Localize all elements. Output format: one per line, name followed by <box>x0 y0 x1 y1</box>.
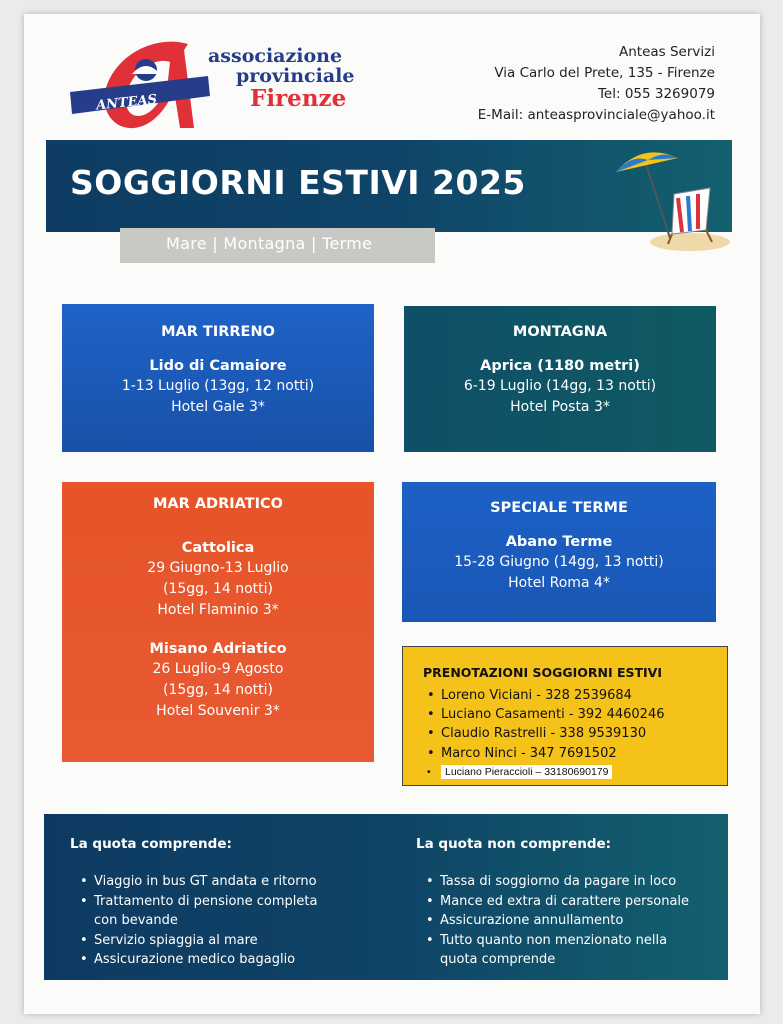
misano-nights: (15gg, 14 notti) <box>163 682 273 698</box>
cattolica-dates: 29 Giugno-13 Luglio <box>147 560 289 576</box>
list-item: • Luciano Casamenti - 392 4460246 <box>427 705 727 724</box>
quota-non-comprende-heading: La quota non comprende: <box>416 836 612 852</box>
logo-anteas-text: ANTEAS <box>95 92 158 114</box>
list-item: • Mance ed extra di carattere personale <box>426 892 728 912</box>
adriatico-heading: MAR ADRIATICO <box>152 496 284 512</box>
quota-comprende-heading: La quota comprende: <box>70 836 232 852</box>
list-item: • Tutto quanto non menzionato nella <box>426 931 728 951</box>
list-item: • Trattamento di pensione completa <box>80 892 400 912</box>
box-mar-adriatico <box>62 482 374 762</box>
prenotazioni-list <box>427 686 727 782</box>
adriatico-place-misano: Misano Adriatico <box>149 641 287 657</box>
assoc-line1: associazione <box>208 45 343 67</box>
box-montagna <box>404 306 716 452</box>
subtitle: Mare | Montagna | Terme <box>166 234 373 253</box>
contact-org: Anteas Servizi <box>619 44 715 60</box>
box-prenotazioni <box>402 646 728 786</box>
beach-umbrella-icon <box>612 146 732 256</box>
tirreno-heading: MAR TIRRENO <box>161 324 275 340</box>
list-item-continuation: con bevande <box>94 913 178 928</box>
contact-phone: Tel: 055 3269079 <box>597 86 715 102</box>
prenotazioni-heading: PRENOTAZIONI SOGGIORNI ESTIVI <box>423 665 663 680</box>
box-speciale-terme <box>402 482 716 622</box>
montagna-heading: MONTAGNA <box>512 324 608 340</box>
list-item: • Assicurazione annullamento <box>426 911 728 931</box>
tirreno-dates: 1-13 Luglio (13gg, 12 notti) <box>121 378 315 394</box>
list-item: • Claudio Rastrelli - 338 9539130 <box>427 724 727 743</box>
quota-non-comprende-list <box>426 872 728 970</box>
quota-comprende-panel <box>44 814 400 980</box>
contact-block <box>478 42 715 126</box>
box-mar-tirreno <box>62 304 374 452</box>
assoc-line2: provinciale <box>236 65 355 87</box>
list-item: • Tassa di soggiorno da pagare in loco <box>426 872 728 892</box>
quota-non-comprende-panel <box>400 814 728 980</box>
contact-email: E-Mail: anteasprovinciale@yahoo.it <box>477 107 715 123</box>
misano-dates: 26 Luglio-9 Agosto <box>152 661 284 677</box>
quota-comprende-list <box>80 872 400 970</box>
tirreno-place: Lido di Camaiore <box>149 358 287 374</box>
list-item: • Assicurazione medico bagaglio <box>80 950 400 970</box>
page-title: SOGGIORNI ESTIVI 2025 <box>70 163 526 202</box>
list-item-continuation: quota comprende <box>440 952 556 967</box>
contact-address: Via Carlo del Prete, 135 - Firenze <box>494 65 715 81</box>
cattolica-hotel: Hotel Flaminio 3* <box>157 602 279 618</box>
pasted-contact: Luciano Pieraccioli – 33180690179 <box>441 765 612 779</box>
terme-hotel: Hotel Roma 4* <box>508 575 610 591</box>
list-item: • Servizio spiaggia al mare <box>80 931 400 951</box>
terme-dates: 15-28 Giugno (14gg, 13 notti) <box>454 554 664 570</box>
list-item: • Loreno Viciani - 328 2539684 <box>427 686 727 705</box>
anteas-logo-mark <box>70 40 210 132</box>
tirreno-hotel: Hotel Gale 3* <box>171 399 265 415</box>
montagna-dates: 6-19 Luglio (14gg, 13 notti) <box>463 378 657 394</box>
montagna-place: Aprica (1180 metri) <box>480 358 640 374</box>
cattolica-nights: (15gg, 14 notti) <box>163 581 273 597</box>
misano-hotel: Hotel Souvenir 3* <box>156 703 280 719</box>
list-item <box>427 763 727 782</box>
list-item: • Viaggio in bus GT andata e ritorno <box>80 872 400 892</box>
adriatico-place-cattolica: Cattolica <box>181 540 255 556</box>
montagna-hotel: Hotel Posta 3* <box>510 399 610 415</box>
terme-place: Abano Terme <box>505 534 613 550</box>
terme-heading: SPECIALE TERME <box>490 500 628 516</box>
list-item: • Marco Ninci - 347 7691502 <box>427 744 727 763</box>
association-name <box>208 45 355 112</box>
assoc-city: Firenze <box>250 85 347 112</box>
